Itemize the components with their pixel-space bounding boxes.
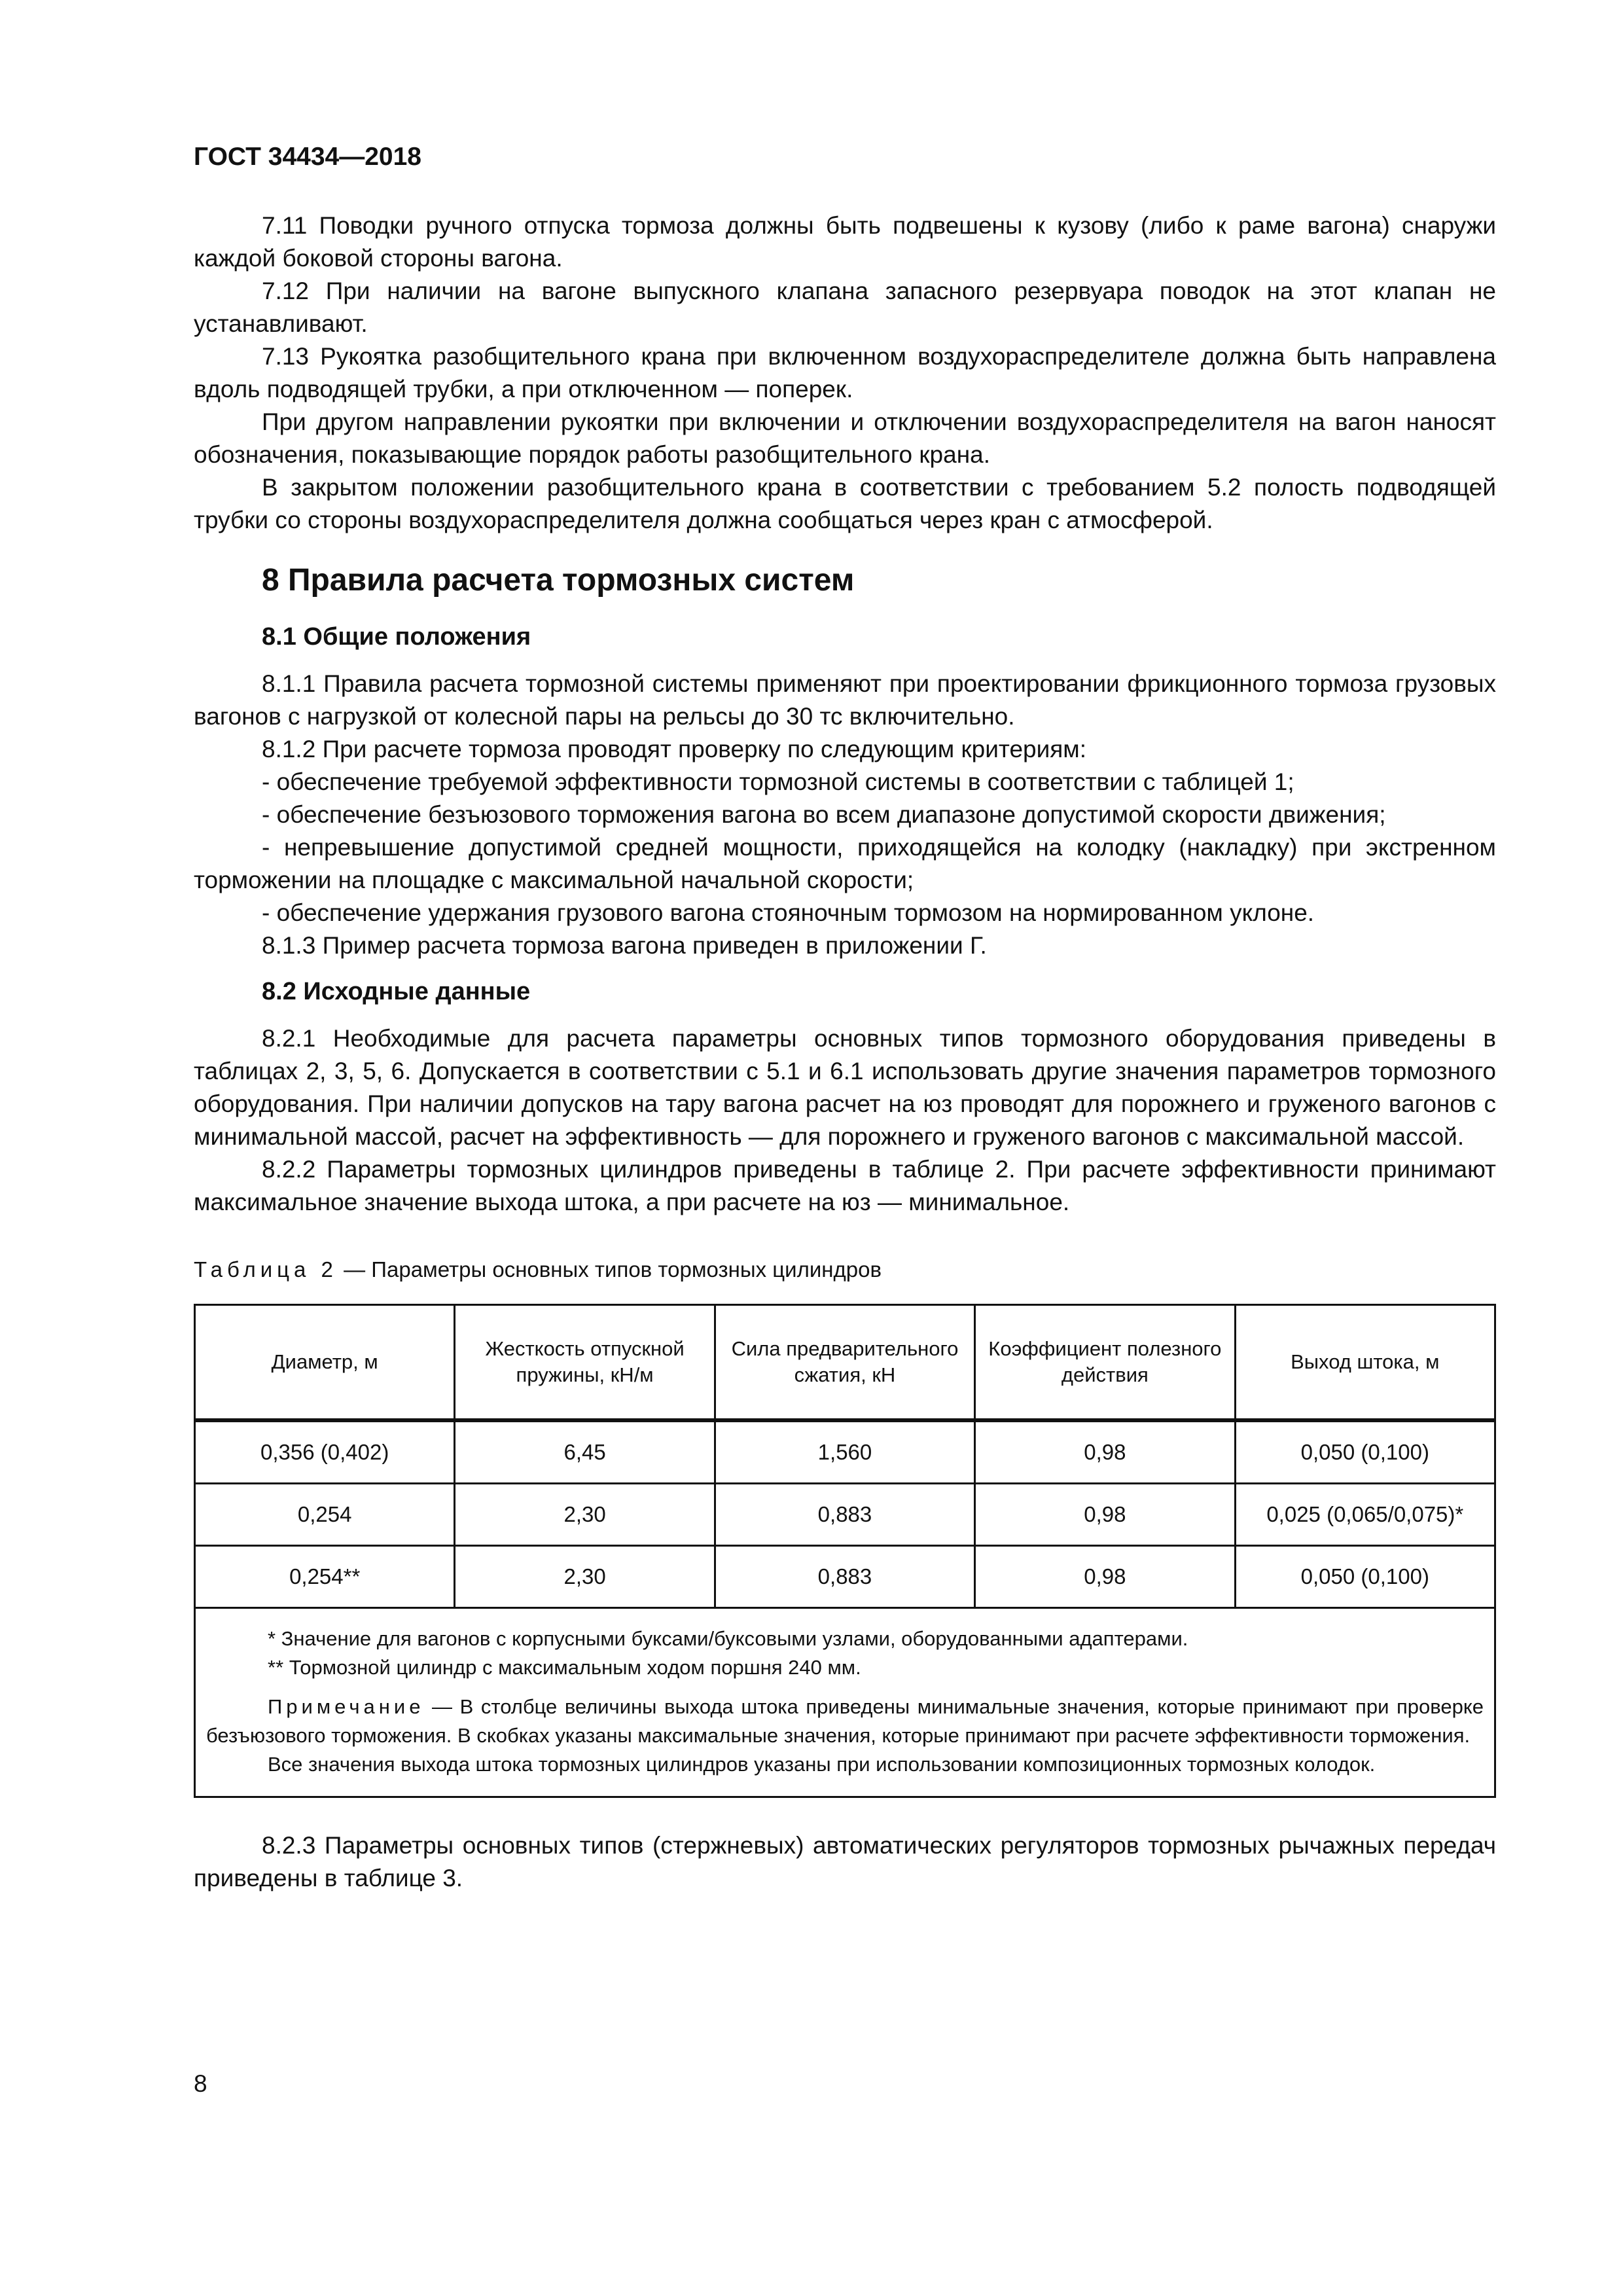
table-cell: 6,45 xyxy=(455,1420,715,1484)
section8-2-text xyxy=(194,1022,1496,1219)
table-cell: 0,050 (0,100) xyxy=(1235,1420,1495,1484)
header-spring-stiffness: Жесткость отпускной пружины, кН/м xyxy=(455,1305,715,1421)
table-note-continuation: Все значения выхода штока тормозных цилиндров указаны при использовании композиционных тормозных колодок. xyxy=(268,1753,1376,1776)
table-row xyxy=(195,1546,1495,1608)
section-8-1-title: 8.1 Общие положения xyxy=(262,623,531,651)
header-preload-force: Сила предварительного сжатия, кН xyxy=(715,1305,974,1421)
table-cell: 0,883 xyxy=(715,1484,974,1546)
note-label: Примечание xyxy=(268,1695,425,1718)
paragraph-7-13: 7.13 Рукоятка разобщительного крана при включенном воздухораспределителе должна быть направлена вдоль подводящей трубки, а при отключенном — поперек. xyxy=(194,343,1496,403)
criteria-item: - обеспечение удержания грузового вагона стояночным тормозом на нормированном уклоне. xyxy=(262,899,1315,926)
table-row xyxy=(195,1420,1495,1484)
criteria-item: - обеспечение требуемой эффективности тормозной системы в соответствии с таблицей 1; xyxy=(262,768,1294,795)
document-page xyxy=(194,143,1496,1895)
paragraph-8-1-1: 8.1.1 Правила расчета тормозной системы применяют при проектировании фрикционного тормоза грузовых вагонов с нагрузкой от колесной пары на рельсы до 30 тс включительно. xyxy=(194,670,1496,730)
header-diameter: Диаметр, м xyxy=(195,1305,455,1421)
paragraph-7-13-closed: В закрытом положении разобщительного крана в соответствии с требованием 5.2 полость подводящей трубки со стороны воздухораспределителя должна сообщаться через кран с атмосферой. xyxy=(194,474,1496,533)
table-cell: 1,560 xyxy=(715,1420,974,1484)
table-caption xyxy=(194,1255,1496,1284)
table-row xyxy=(195,1484,1495,1546)
section8-1-text xyxy=(194,668,1496,962)
table-caption-text: Параметры основных типов тормозных цилиндров xyxy=(371,1257,882,1282)
criteria-item: - обеспечение безъюзового торможения вагона во всем диапазоне допустимой скорости движения; xyxy=(262,801,1386,828)
table-cell: 2,30 xyxy=(455,1484,715,1546)
page-number: 8 xyxy=(194,2070,207,2097)
section-8-title: 8 Правила расчета тормозных систем xyxy=(262,563,855,598)
brake-cylinders-table xyxy=(194,1304,1496,1798)
table-cell: 0,98 xyxy=(975,1546,1235,1608)
table-notes xyxy=(195,1608,1495,1797)
table-cell: 0,356 (0,402) xyxy=(195,1420,455,1484)
paragraph-8-2-1: 8.2.1 Необходимые для расчета параметры основных типов тормозного оборудования приведены в таблицах 2, 3, 5, 6. Допускается в соответствии с 5.1 и 6.1 использовать другие значения параметров тормозного оборудования. При наличии допусков на тару вагона расчет на юз проводят для порожнего и груженого вагонов с минимальной массой, расчет на эффективность — для порожнего и груженого вагонов с максимальной массой. xyxy=(194,1025,1496,1150)
table-cell: 0,883 xyxy=(715,1546,974,1608)
table-cell: 0,98 xyxy=(975,1484,1235,1546)
paragraph-8-2-2: 8.2.2 Параметры тормозных цилиндров приведены в таблице 2. При расчете эффективности принимают максимальное значение выхода штока, а при расчете на юз — минимальное. xyxy=(194,1156,1496,1215)
table-cell: 0,025 (0,065/0,075)* xyxy=(1235,1484,1495,1546)
paragraph-8-2-3: 8.2.3 Параметры основных типов (стержневых) автоматических регуляторов тормозных рычажных передач приведены в таблице 3. xyxy=(194,1832,1496,1892)
section-8-2-title: 8.2 Исходные данные xyxy=(262,978,531,1005)
table-notes-row xyxy=(195,1608,1495,1797)
table-cell: 0,254 xyxy=(195,1484,455,1546)
paragraph-7-11: 7.11 Поводки ручного отпуска тормоза должны быть подвешены к кузову (либо к раме вагона) снаружи каждой боковой стороны вагона. xyxy=(194,212,1496,272)
table-cell: 2,30 xyxy=(455,1546,715,1608)
table-note xyxy=(206,1693,1484,1750)
criteria-item: - непревышение допустимой средней мощности, приходящейся на колодку (накладку) при экстренном торможении на площадке с максимальной начальной скорости; xyxy=(194,834,1496,893)
table-cell: 0,98 xyxy=(975,1420,1235,1484)
paragraph-7-12: 7.12 При наличии на вагоне выпускного клапана запасного резервуара поводок на этот клапан не устанавливают. xyxy=(194,278,1496,337)
paragraph-8-1-3: 8.1.3 Пример расчета тормоза вагона приведен в приложении Г. xyxy=(262,932,987,959)
footnote-single-asterisk: * Значение для вагонов с корпусными буксами/буксовыми узлами, оборудованными адаптерами. xyxy=(268,1627,1188,1650)
header-rod-stroke: Выход штока, м xyxy=(1235,1305,1495,1421)
header-efficiency: Коэффициент полезного действия xyxy=(975,1305,1235,1421)
document-code: ГОСТ 34434—2018 xyxy=(194,143,421,171)
table-cell: 0,050 (0,100) xyxy=(1235,1546,1495,1608)
table-cell: 0,254** xyxy=(195,1546,455,1608)
paragraph-7-13-direction: При другом направлении рукоятки при включении и отключении воздухораспределителя на вагон наносят обозначения, показывающие порядок работы разобщительного крана. xyxy=(194,408,1496,468)
table-caption-dash: — xyxy=(337,1257,372,1282)
table-header-row xyxy=(195,1305,1495,1421)
footnote-double-asterisk: ** Тормозной цилиндр с максимальным ходом поршня 240 мм. xyxy=(268,1656,861,1679)
paragraph-8-1-2: 8.1.2 При расчете тормоза проводят проверку по следующим критериям: xyxy=(262,736,1087,762)
note-text: — В столбце величины выхода штока приведены минимальные значения, которые принимают при проверке безъюзового торможения. В скобках указаны максимальные значения, которые принимают при расчете эффективности торможения. xyxy=(206,1695,1484,1747)
table-caption-label: Таблица 2 xyxy=(194,1257,338,1282)
section7-text xyxy=(194,209,1496,537)
